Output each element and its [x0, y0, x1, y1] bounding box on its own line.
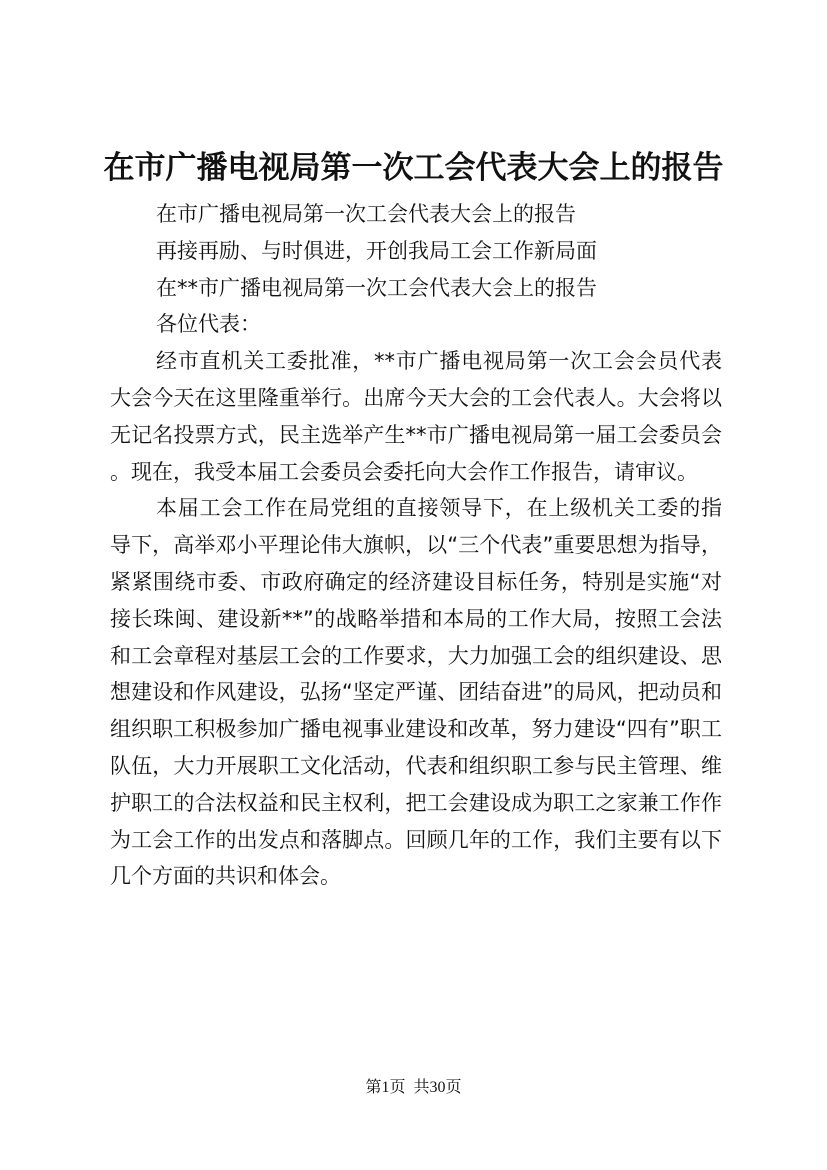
footer-suffix: 页 [445, 1079, 462, 1096]
footer-prefix: 第 [365, 1079, 382, 1096]
document-title: 在市广播电视局第一次工会代表大会上的报告 [103, 150, 724, 186]
salutation: 各位代表： [156, 312, 261, 337]
paragraph-2: 本届工会工作在局党组的直接领导下，在上级机关工委的指导下，高举邓小平理论伟大旗帜，以“三个代表”重要思想为指导，紧紧围绕市委、市政府确定的经济建设目标任务，特别是实施“对接长珠闽、建设新**”的战略举措和本局的工作大局，按照工会法和工会章程对基层工会的工作要求，大力加强工会的组织建设、思想建设和作风建设，弘扬“坚定严谨、团结奋进”的局风，把动员和组织职工积极参加广播电视事业建设和改革，努力建设“四有”职工队伍，大力开展职工文化活动，代表和组织职工参与民主管理、维护职工的合法权益和民主权利，把工会建设成为职工之家兼工作作为工会工作的出发点和落脚点。回顾几年的工作，我们主要有以下几个方面的共识和体会。 [110, 496, 722, 889]
subtitle-line-2: 再接再励、与时俱进，开创我局工会工作新局面 [156, 238, 597, 263]
footer-mid: 页 共 [389, 1079, 430, 1096]
footer-page-number: 1 [381, 1079, 390, 1096]
paragraph-1: 经市直机关工委批准，**市广播电视局第一次工会会员代表大会今天在这里隆重举行。出席今天大会的工会代表人。大会将以无记名投票方式，民主选举产生**市广播电视局第一届工会委员会。现在，我受本届工会委员会委托向大会作工作报告，请审议。 [110, 349, 722, 484]
footer-page-total: 30 [429, 1079, 446, 1096]
subtitle-line-1: 在市广播电视局第一次工会代表大会上的报告 [156, 202, 576, 226]
document-body [110, 196, 722, 895]
page-footer [0, 1078, 827, 1098]
subtitle-line-3: 在**市广播电视局第一次工会代表大会上的报告 [156, 275, 597, 300]
